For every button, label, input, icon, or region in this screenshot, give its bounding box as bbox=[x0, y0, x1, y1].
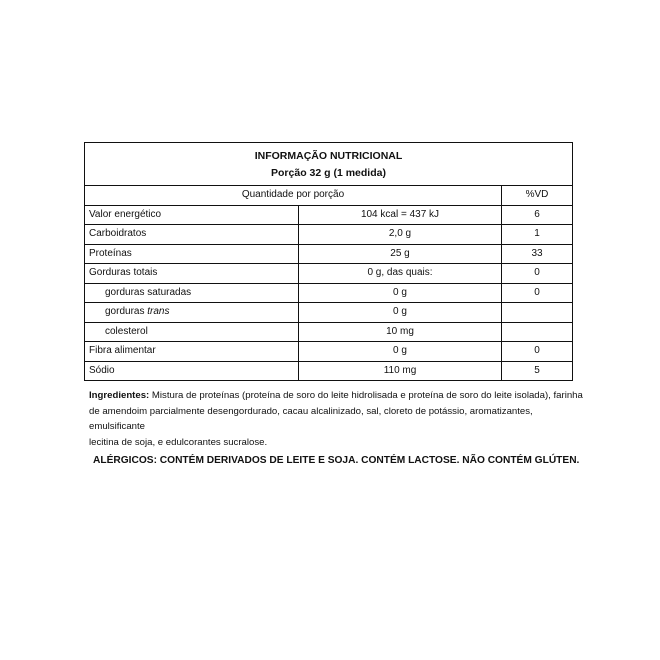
nutrient-name: Sódio bbox=[85, 361, 299, 380]
nutrient-name-italic: trans bbox=[147, 306, 170, 318]
nutrient-vd: 0 bbox=[502, 283, 573, 303]
nutrient-vd bbox=[502, 303, 573, 323]
ingredients-line-1: Mistura de proteínas (proteína de soro do leite hidrolisada e proteína de soro do leite isolada), farinha bbox=[149, 390, 583, 401]
nutrition-grid bbox=[85, 185, 572, 380]
nutrient-name: gorduras saturadas bbox=[85, 283, 299, 303]
nutrient-value: 104 kcal = 437 kJ bbox=[299, 205, 502, 225]
table-title: INFORMAÇÃO NUTRICIONAL bbox=[254, 150, 403, 162]
allergen-statement: ALÉRGICOS: CONTÉM DERIVADOS DE LEITE E SOJA. CONTÉM LACTOSE. NÃO CONTÉM GLÚTEN. bbox=[93, 455, 580, 466]
table-row bbox=[85, 205, 572, 225]
nutrient-value: 10 mg bbox=[299, 322, 502, 342]
nutrient-name: Gorduras totais bbox=[85, 264, 299, 284]
nutrient-value: 0 g bbox=[299, 303, 502, 323]
nutrient-vd: 0 bbox=[502, 342, 573, 362]
nutrient-name: Proteínas bbox=[85, 244, 299, 264]
header-quantity: Quantidade por porção bbox=[85, 186, 502, 206]
nutrient-name: colesterol bbox=[85, 322, 299, 342]
nutrition-facts-table bbox=[84, 142, 573, 381]
nutrient-vd: 0 bbox=[502, 264, 573, 284]
nutrient-value: 25 g bbox=[299, 244, 502, 264]
ingredients-heading: Ingredientes: bbox=[89, 390, 150, 401]
nutrient-name bbox=[85, 303, 299, 323]
table-row bbox=[85, 303, 572, 323]
ingredients-line-3: lecitina de soja, e edulcorantes sucralose. bbox=[89, 436, 268, 448]
nutrient-vd: 1 bbox=[502, 225, 573, 245]
nutrient-name: Valor energético bbox=[85, 205, 299, 225]
table-row bbox=[85, 244, 572, 264]
nutrient-vd bbox=[502, 322, 573, 342]
table-row bbox=[85, 283, 572, 303]
nutrient-name: Carboidratos bbox=[85, 225, 299, 245]
table-row bbox=[85, 225, 572, 245]
nutrient-value: 110 mg bbox=[299, 361, 502, 380]
nutrient-value: 0 g, das quais: bbox=[299, 264, 502, 284]
table-row bbox=[85, 322, 572, 342]
table-row bbox=[85, 361, 572, 380]
portion-size: Porção 32 g (1 medida) bbox=[271, 167, 386, 179]
ingredients-line-2: de amendoim parcialmente desengordurado, cacau alcalinizado, sal, cloreto de potássio, aromatizantes, emulsificante bbox=[89, 405, 533, 432]
header-vd: %VD bbox=[502, 186, 573, 206]
ingredients-text bbox=[89, 388, 589, 450]
header-row bbox=[85, 186, 572, 206]
nutrient-name: Fibra alimentar bbox=[85, 342, 299, 362]
nutrient-vd: 5 bbox=[502, 361, 573, 380]
nutrient-value: 0 g bbox=[299, 283, 502, 303]
nutrient-vd: 33 bbox=[502, 244, 573, 264]
nutrient-value: 0 g bbox=[299, 342, 502, 362]
nutrient-name-prefix: gorduras bbox=[105, 306, 148, 318]
table-row bbox=[85, 264, 572, 284]
nutrient-vd: 6 bbox=[502, 205, 573, 225]
table-row bbox=[85, 342, 572, 362]
nutrient-value: 2,0 g bbox=[299, 225, 502, 245]
